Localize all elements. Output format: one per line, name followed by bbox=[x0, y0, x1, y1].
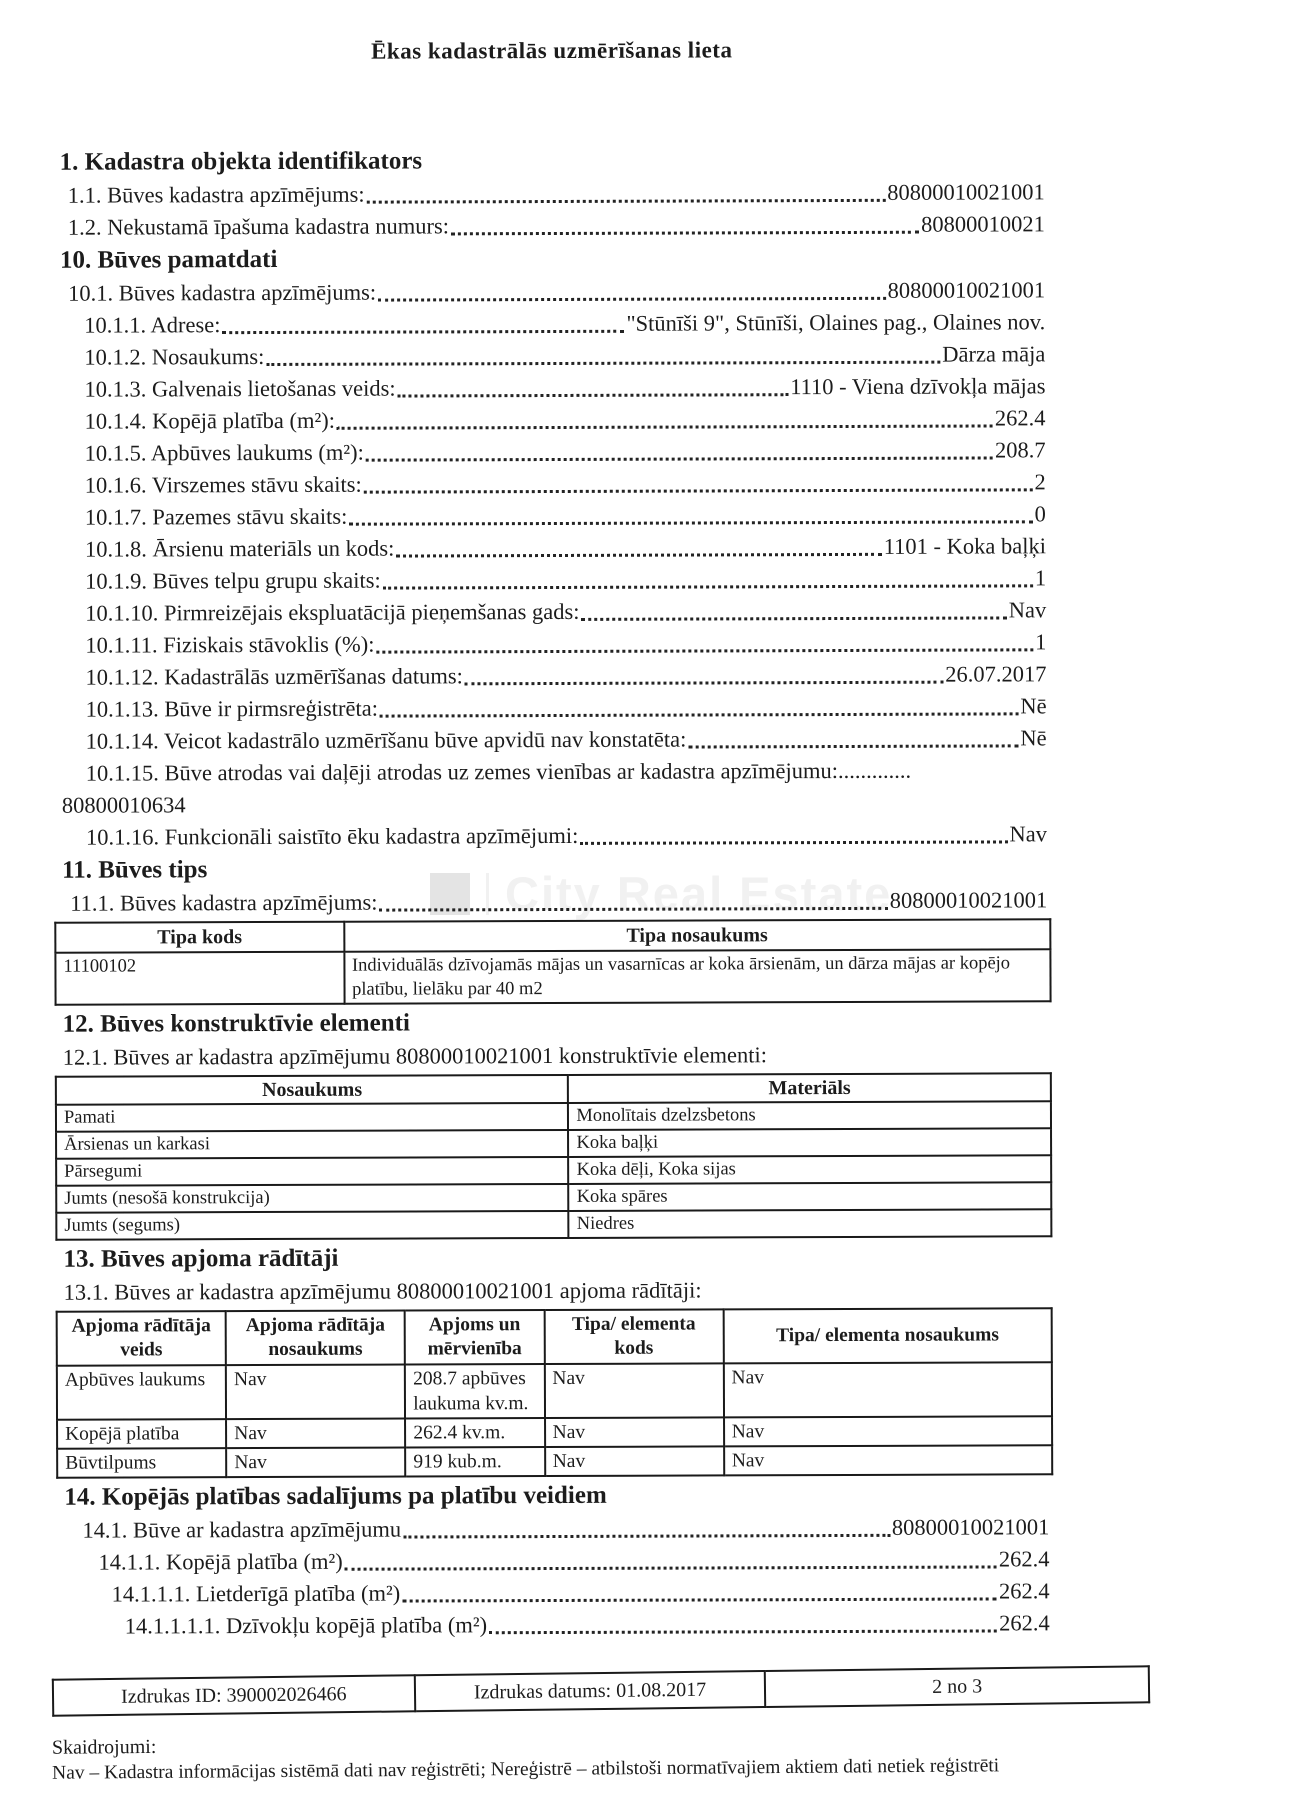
field-value: 262.4 bbox=[999, 1610, 1050, 1636]
section-13-intro: 13.1. Būves ar kadastra apzīmējumu 80800010021001 apjoma rādītāji: bbox=[63, 1277, 702, 1305]
field-row-10-1-4 bbox=[60, 402, 1045, 437]
column-header: Apjoma rādītāja veids bbox=[57, 1311, 226, 1366]
table-cell: Nav bbox=[226, 1365, 405, 1420]
table-row bbox=[56, 1209, 1051, 1239]
table-row bbox=[57, 1445, 1052, 1477]
dot-leader bbox=[364, 488, 1033, 493]
field-row-10-1-7 bbox=[61, 498, 1046, 533]
field-row-10-1-6 bbox=[61, 466, 1046, 501]
field-label: 14.1.1.1.1. Dzīvokļu kopējā platība (m²) bbox=[124, 1612, 488, 1639]
field-row-10-1-15: 10.1.15. Būve atrodas vai daļēji atrodas uz zemes vienības ar kadastra apzīmējumu:............. bbox=[85, 757, 912, 786]
table-cell: Pamati bbox=[56, 1103, 569, 1132]
table-cell: 11100102 bbox=[55, 952, 344, 1005]
field-row-10-1-3 bbox=[60, 370, 1045, 405]
field-label: 10.1.2. Nosaukums: bbox=[84, 344, 265, 370]
table-cell: Koka baļķi bbox=[568, 1128, 1051, 1157]
field-row-10-1-13 bbox=[61, 690, 1046, 725]
field-value: 1101 - Koka baļķi bbox=[883, 533, 1047, 559]
column-header: Tipa/ elementa nosaukums bbox=[723, 1308, 1052, 1363]
field-label: 14.1. Būve ar kadastra apzīmējumu bbox=[82, 1516, 402, 1543]
field-value: 1 bbox=[1034, 565, 1047, 591]
field-label: 10.1.10. Pirmreizējais ekspluatācijā pieņemšanas gads: bbox=[85, 598, 580, 626]
column-header: Apjoma rādītāja nosaukums bbox=[226, 1311, 405, 1366]
table-row bbox=[57, 1416, 1052, 1448]
field-row-10-1-15-continuation: 80800010634 bbox=[61, 792, 186, 818]
section-11-heading: 11. Būves tips bbox=[62, 856, 208, 884]
field-label: 10.1.9. Būves telpu grupu skaits: bbox=[85, 567, 381, 594]
dot-leader bbox=[489, 1629, 997, 1634]
table-cell: Koka spāres bbox=[569, 1182, 1052, 1211]
dot-leader bbox=[403, 1534, 890, 1539]
field-row-10-1-5 bbox=[61, 434, 1046, 469]
dot-leader bbox=[383, 584, 1033, 589]
field-label: 10.1.16. Funkcionāli saistīto ēku kadastra apzīmējumi: bbox=[85, 822, 579, 850]
dot-leader bbox=[380, 712, 1018, 717]
construction-elements-table bbox=[55, 1072, 1053, 1240]
field-label: 10.1.5. Apbūves laukums (m²): bbox=[84, 439, 364, 466]
table-cell: 208.7 apbūves laukuma kv.m. bbox=[405, 1364, 544, 1418]
column-header: Tipa kods bbox=[55, 922, 344, 953]
field-value: "Stūnīši 9", Stūnīši, Olaines pag., Olaines nov. bbox=[626, 309, 1046, 336]
section-12-heading: 12. Būves konstruktīvie elementi bbox=[62, 1009, 410, 1038]
field-label: 10.1.3. Galvenais lietošanas veids: bbox=[84, 375, 396, 402]
footer-table bbox=[52, 1665, 1150, 1716]
dot-leader bbox=[367, 199, 886, 204]
field-label: 10.1.11. Fiziskais stāvoklis (%): bbox=[85, 631, 375, 658]
footnotes-title: Skaidrojumi: bbox=[51, 1735, 157, 1759]
table-cell: Koka dēļi, Koka sijas bbox=[569, 1155, 1052, 1184]
table-cell: Jumts (segums) bbox=[56, 1211, 569, 1240]
field-label: 10.1.8. Ārsienu materiāls un kods: bbox=[84, 535, 395, 562]
table-cell: Nav bbox=[226, 1448, 405, 1478]
field-row-14-1-1-1 bbox=[65, 1575, 1050, 1610]
building-type-table bbox=[54, 918, 1051, 1005]
table-cell: Nav bbox=[724, 1416, 1052, 1446]
field-value: 80800010021001 bbox=[887, 277, 1046, 303]
document-title: Ēkas kadastrālās uzmērīšanas lieta bbox=[371, 37, 733, 64]
table-cell: Kopējā platība bbox=[57, 1419, 226, 1449]
dot-leader bbox=[376, 648, 1033, 653]
field-value: 80800010021001 bbox=[889, 887, 1048, 913]
field-value: Nav bbox=[1009, 821, 1048, 847]
footer-row bbox=[53, 1666, 1149, 1715]
field-label: 10.1.6. Virszemes stāvu skaits: bbox=[84, 471, 362, 498]
table-cell: 262.4 kv.m. bbox=[405, 1418, 544, 1447]
field-value: 80800010021001 bbox=[887, 179, 1045, 205]
dot-leader bbox=[266, 361, 940, 366]
field-label: 10.1.12. Kadastrālās uzmērīšanas datums: bbox=[85, 663, 463, 690]
dot-leader bbox=[396, 553, 881, 558]
table-header-row bbox=[57, 1308, 1052, 1365]
field-label: 10.1.13. Būve ir pirmsreģistrēta: bbox=[85, 695, 379, 722]
page-number: 2 no 3 bbox=[765, 1666, 1149, 1707]
watermark-text: City Real Estate bbox=[505, 867, 893, 920]
table-cell: Nav bbox=[724, 1445, 1052, 1475]
table-cell: Ārsienas un karkasi bbox=[56, 1130, 569, 1159]
field-label: 10.1.7. Pazemes stāvu skaits: bbox=[84, 503, 348, 530]
field-value: 262.4 bbox=[994, 405, 1046, 431]
table-row bbox=[56, 1155, 1051, 1185]
dot-leader bbox=[366, 456, 993, 461]
table-header-row bbox=[56, 1073, 1051, 1104]
dot-leader bbox=[345, 1565, 997, 1570]
table-cell: Pārsegumi bbox=[56, 1157, 569, 1186]
field-row-10-1 bbox=[60, 274, 1045, 309]
field-row-10-1-9 bbox=[61, 562, 1046, 597]
field-value: Nē bbox=[1020, 725, 1047, 751]
table-cell: Jumts (nesošā konstrukcija) bbox=[56, 1184, 569, 1213]
table-cell: Monolītais dzelzsbetons bbox=[568, 1101, 1051, 1130]
field-row-10-1-14 bbox=[62, 722, 1047, 757]
field-value: 2 bbox=[1034, 469, 1046, 495]
field-value: 1 bbox=[1035, 629, 1047, 655]
print-id: Izdrukas ID: 390002026466 bbox=[53, 1675, 415, 1715]
dot-leader bbox=[581, 616, 1006, 620]
table-row bbox=[56, 1182, 1051, 1212]
dot-leader bbox=[378, 297, 885, 302]
field-value: 262.4 bbox=[998, 1578, 1050, 1604]
field-label: 14.1.1. Kopējā platība (m²) bbox=[98, 1548, 343, 1575]
field-label: 1.2. Nekustamā īpašuma kadastra numurs: bbox=[67, 213, 450, 240]
field-row-10-1-1 bbox=[60, 306, 1045, 341]
field-label: 14.1.1.1. Lietderīgā platība (m²) bbox=[111, 1580, 401, 1607]
section-12-intro: 12.1. Būves ar kadastra apzīmējumu 80800010021001 konstruktīvie elementi: bbox=[62, 1042, 768, 1070]
field-row-10-1-2 bbox=[60, 338, 1045, 373]
table-row bbox=[55, 949, 1050, 1004]
table-row bbox=[56, 1128, 1051, 1158]
dot-leader bbox=[222, 330, 624, 334]
dot-leader bbox=[451, 231, 919, 236]
dot-leader bbox=[402, 1597, 997, 1602]
section-14-heading: 14. Kopējās platības sadalījums pa platību veidiem bbox=[64, 1481, 607, 1511]
field-label: 1.1. Būves kadastra apzīmējums: bbox=[67, 181, 365, 208]
field-row-14-1-1-1-1 bbox=[65, 1607, 1050, 1642]
field-label: 10.1.4. Kopējā platība (m²): bbox=[84, 407, 336, 434]
print-date: Izdrukas datums: 01.08.2017 bbox=[414, 1671, 765, 1711]
field-value: Nē bbox=[1020, 693, 1047, 719]
dot-leader bbox=[465, 681, 943, 686]
field-value: Dārza māja bbox=[942, 341, 1046, 367]
field-row-10-1-11 bbox=[61, 626, 1046, 661]
dot-leader bbox=[688, 744, 1018, 748]
field-row-14-1-1 bbox=[64, 1543, 1049, 1578]
column-header: Materiāls bbox=[568, 1073, 1051, 1103]
dot-leader bbox=[580, 840, 1007, 844]
field-row-10-1-10 bbox=[61, 594, 1046, 629]
field-value: 1110 - Viena dzīvokļa mājas bbox=[790, 373, 1046, 400]
table-cell: 919 kub.m. bbox=[405, 1447, 544, 1476]
field-row-11-1 bbox=[62, 884, 1047, 919]
field-label: 10.1.14. Veicot kadastrālo uzmērīšanu būve apvidū nav konstatēta: bbox=[85, 726, 687, 754]
field-row-1-2 bbox=[60, 208, 1045, 243]
table-cell: Nav bbox=[545, 1417, 724, 1447]
table-cell: Nav bbox=[544, 1363, 723, 1418]
volume-indicators-table bbox=[56, 1307, 1054, 1478]
table-cell: Apbūves laukums bbox=[57, 1365, 226, 1420]
field-value: 262.4 bbox=[998, 1546, 1050, 1572]
table-cell: Individuālās dzīvojamās mājas un vasarnīcas ar koka ārsienām, un dārza mājas ar kopējo platību, lielāku par 40 m2 bbox=[344, 949, 1051, 1003]
field-value: 80800010021 bbox=[921, 211, 1045, 237]
field-row-10-1-16 bbox=[62, 818, 1047, 853]
column-header: Apjoms un mērvienība bbox=[405, 1310, 544, 1364]
dot-leader bbox=[337, 424, 993, 429]
dot-leader bbox=[398, 393, 789, 397]
field-label: 11.1. Būves kadastra apzīmējums: bbox=[70, 889, 378, 916]
table-header-row bbox=[55, 919, 1050, 952]
field-label: 10.1.1. Adrese: bbox=[84, 312, 221, 338]
field-value: 80800010021001 bbox=[891, 1514, 1050, 1540]
table-row bbox=[57, 1362, 1052, 1419]
table-cell: Būvtilpums bbox=[57, 1448, 226, 1478]
section-13-heading: 13. Būves apjoma rādītāji bbox=[63, 1244, 339, 1273]
column-header: Tipa nosaukums bbox=[344, 919, 1051, 951]
field-row-10-1-12 bbox=[61, 658, 1046, 693]
dot-leader bbox=[379, 907, 887, 912]
field-row-14-1 bbox=[64, 1511, 1049, 1546]
dot-leader bbox=[349, 520, 1032, 525]
table-cell: Nav bbox=[545, 1446, 724, 1476]
section-1-heading: 1. Kadastra objekta identifikators bbox=[59, 147, 423, 176]
footnotes bbox=[52, 1725, 1262, 1787]
column-header: Tipa/ elementa kods bbox=[544, 1309, 723, 1364]
field-label: 10.1. Būves kadastra apzīmējums: bbox=[68, 279, 377, 306]
field-value: 208.7 bbox=[994, 437, 1046, 463]
table-cell: Nav bbox=[226, 1419, 405, 1449]
field-value: 26.07.2017 bbox=[945, 661, 1047, 687]
document-page bbox=[59, 34, 1050, 1642]
field-row-10-1-8 bbox=[61, 530, 1046, 565]
page-footer bbox=[52, 1665, 1150, 1716]
table-cell: Nav bbox=[723, 1362, 1052, 1417]
column-header: Nosaukums bbox=[56, 1075, 569, 1105]
footnotes-text: Nav – Kadastra informācijas sistēmā dati nav reģistrēti; Nereģistrē – atbilstoši normatīvajiem aktiem dati netiek reģistrēti bbox=[52, 1755, 1000, 1784]
field-value: 0 bbox=[1034, 501, 1046, 527]
field-value: Nav bbox=[1008, 597, 1047, 623]
table-row bbox=[56, 1101, 1051, 1131]
field-row-1-1 bbox=[60, 176, 1045, 211]
table-cell: Niedres bbox=[569, 1209, 1052, 1238]
section-10-heading: 10. Būves pamatdati bbox=[59, 245, 278, 274]
